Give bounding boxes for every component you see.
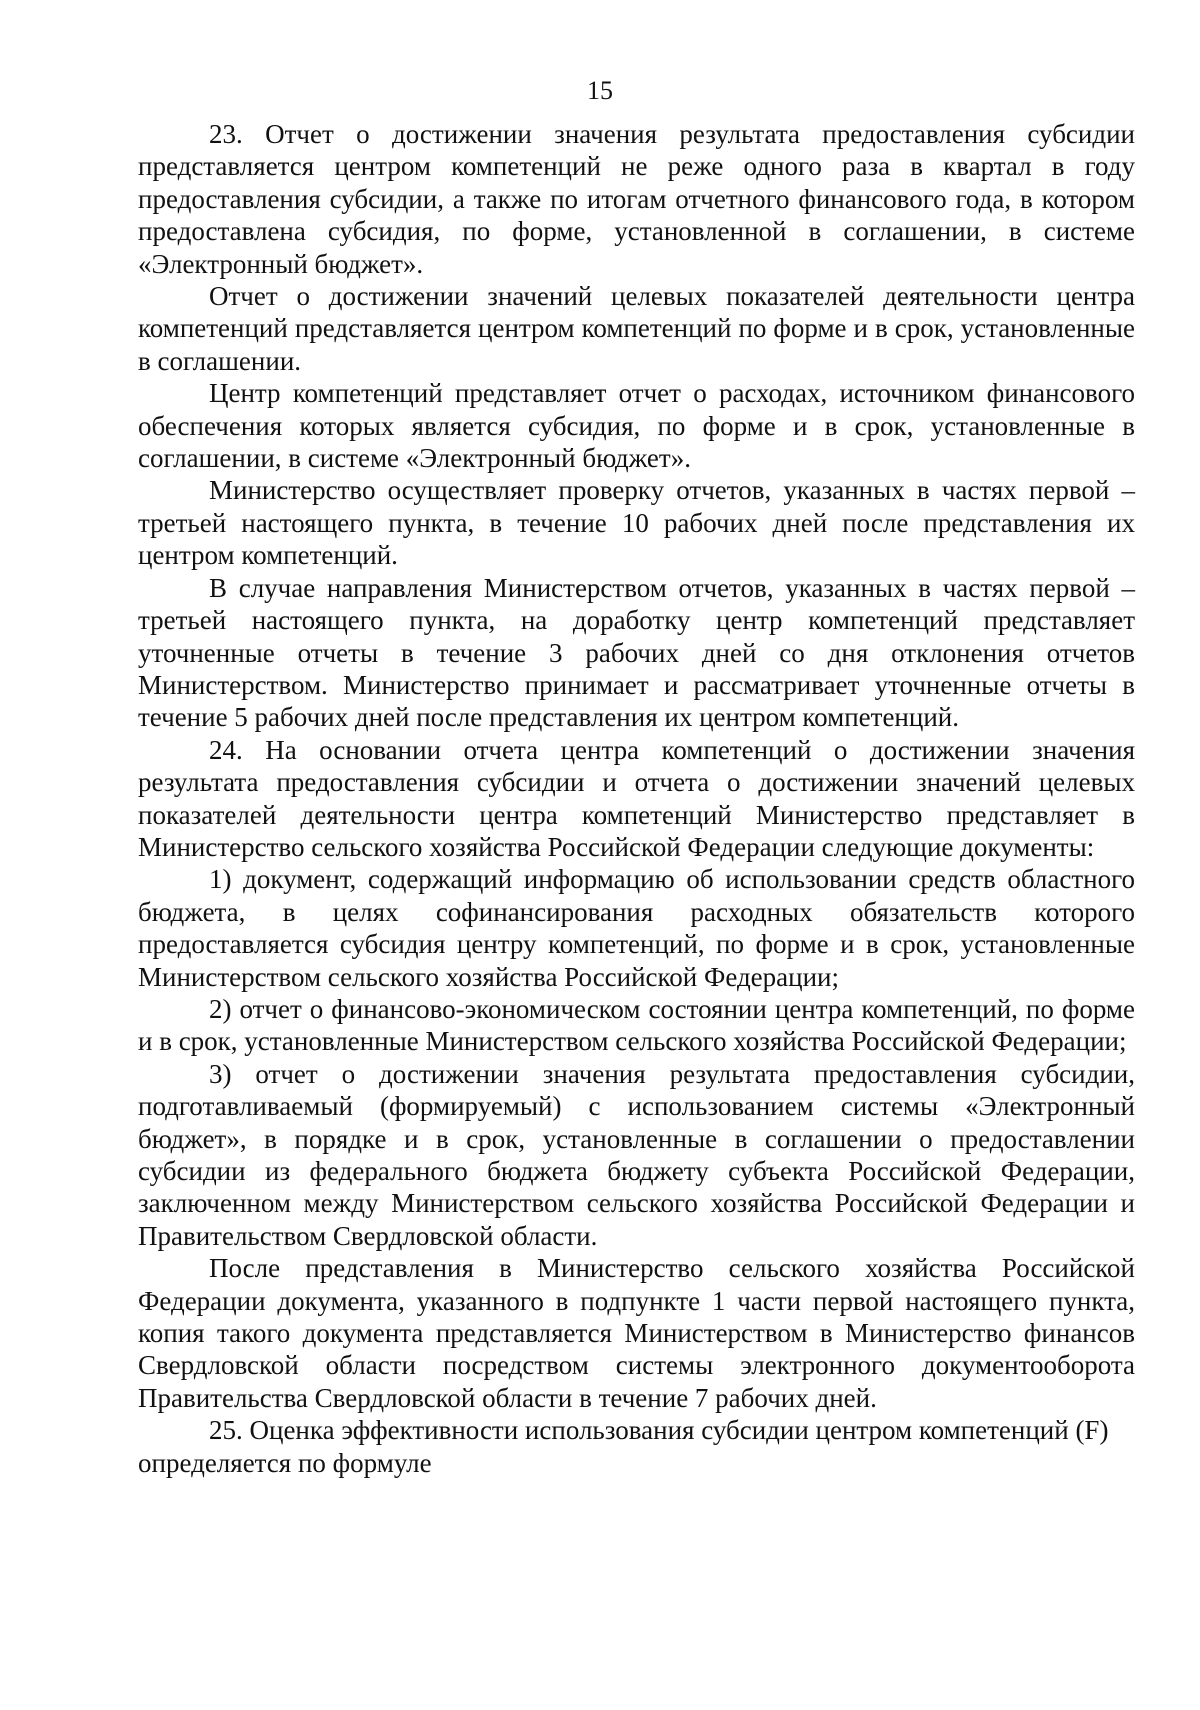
list-item-1: 1) документ, содержащий информацию об использовании средств областного бюджета, в целях софинансирования расходных обязательств которого предоставляется субсидия центру компетенций, по форме и в срок, установленные Министерством сельского хозяйства Российской Федерации; (138, 864, 1135, 992)
paragraph-report-target-indicators: Отчет о достижении значений целевых показателей деятельности центра компетенций представляется центром компетенций по форме и в срок, установленные в соглашении. (138, 281, 1135, 376)
list-item-3: 3) отчет о достижении значения результата предоставления субсидии, подготавливаемый (формируемый) с использованием системы «Электронный бюджет», в порядке и в срок, установленные в соглашении о предоставлении субсидии из федерального бюджета бюджету субъекта Российской Федерации, заключенном между Министерством сельского хозяйства Российской Федерации и Правительством Свердловской области. (138, 1058, 1135, 1251)
list-item-2: 2) отчет о финансово-экономическом состоянии центра компетенций, по форме и в срок, установленные Министерством сельского хозяйства Российской Федерации; (138, 993, 1135, 1057)
document-body (138, 118, 1135, 1479)
page-number: 15 (587, 76, 613, 105)
paragraph-24: 24. На основании отчета центра компетенций о достижении значения результата предоставления субсидии и отчета о достижении значений целевых показателей деятельности центра компетенций Министерство представляет в Министерство сельского хозяйства Российской Федерации следующие документы: (138, 734, 1135, 862)
paragraph-report-expenses: Центр компетенций представляет отчет о расходах, источником финансового обеспечения которых является субсидия, по форме и в срок, установленные в соглашении, в системе «Электронный бюджет». (138, 378, 1135, 474)
paragraph-revision: В случае направления Министерством отчетов, указанных в частях первой – третьей настоящего пункта, на доработку центр компетенций представляет уточненные отчеты в течение 3 рабочих дней со дня отклонения отчетов Министерством. Министерство принимает и рассматривает уточненные отчеты в течение 5 рабочих дней после представления их центром компетенций. (138, 572, 1135, 733)
paragraph-copy-to-finance-ministry: После представления в Министерство сельского хозяйства Российской Федерации документа, указанного в подпункте 1 части первой настоящего пункта, копия такого документа представляется Министерством в Министерство финансов Свердловской области посредством системы электронного документооборота Правительства Свердловской области в течение 7 рабочих дней. (138, 1253, 1135, 1413)
paragraph-23: 23. Отчет о достижении значения результата предоставления субсидии представляется центром компетенций не реже одного раза в квартал в году предоставления субсидии, а также по итогам отчетного финансового года, в котором предоставлена субсидия, по форме, установленной в соглашении, в системе «Электронный бюджет». (138, 119, 1135, 279)
paragraph-25: 25. Оценка эффективности использования субсидии центром компетенций (F) определяется по формуле (138, 1415, 1109, 1478)
paragraph-ministry-check: Министерство осуществляет проверку отчетов, указанных в частях первой – третьей настоящего пункта, в течение 10 рабочих дней после представления их центром компетенций. (138, 475, 1135, 571)
